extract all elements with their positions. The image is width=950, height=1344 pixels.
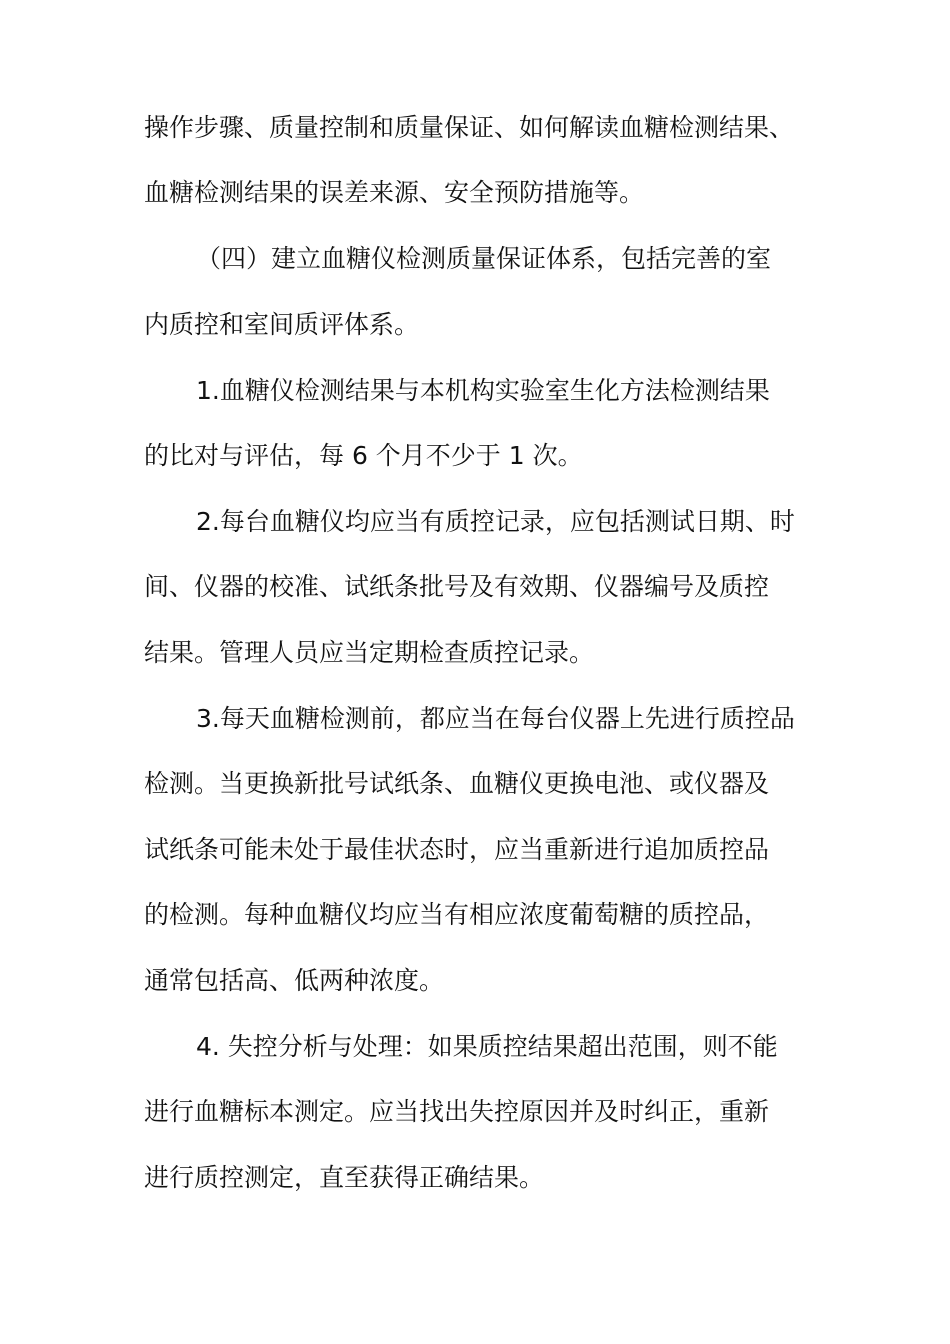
list-item-line: 的比对与评估，每 6 个月不少于 1 次。 xyxy=(144,441,583,470)
section-heading-line: （四）建立血糖仪检测质量保证体系，包括完善的室 xyxy=(196,244,772,273)
list-item-line: 的检测。每种血糖仪均应当有相应浓度葡萄糖的质控品， xyxy=(144,900,770,929)
paragraph-line: 内质控和室间质评体系。 xyxy=(144,310,420,339)
list-item-line: 结果。管理人员应当定期检查质控记录。 xyxy=(144,638,595,667)
list-item-line: 通常包括高、低两种浓度。 xyxy=(144,966,445,995)
list-item-line: 进行血糖标本测定。应当找出失控原因并及时纠正，重新 xyxy=(144,1097,770,1126)
list-item-line: 间、仪器的校准、试纸条批号及有效期、仪器编号及质控 xyxy=(144,572,770,601)
list-item-line: 4. 失控分析与处理：如果质控结果超出范围，则不能 xyxy=(196,1032,778,1061)
paragraph-line: 操作步骤、质量控制和质量保证、如何解读血糖检测结果、 xyxy=(144,113,795,142)
list-item-line: 检测。当更换新批号试纸条、血糖仪更换电池、或仪器及 xyxy=(144,769,770,798)
list-item-line: 1.血糖仪检测结果与本机构实验室生化方法检测结果 xyxy=(196,376,770,405)
list-item-line: 试纸条可能未处于最佳状态时，应当重新进行追加质控品 xyxy=(144,835,770,864)
list-item-line: 3.每天血糖检测前，都应当在每台仪器上先进行质控品 xyxy=(196,704,795,733)
list-item-line: 进行质控测定，直至获得正确结果。 xyxy=(144,1163,545,1192)
paragraph-line: 血糖检测结果的误差来源、安全预防措施等。 xyxy=(144,178,645,207)
list-item-line: 2.每台血糖仪均应当有质控记录，应包括测试日期、时 xyxy=(196,507,795,536)
